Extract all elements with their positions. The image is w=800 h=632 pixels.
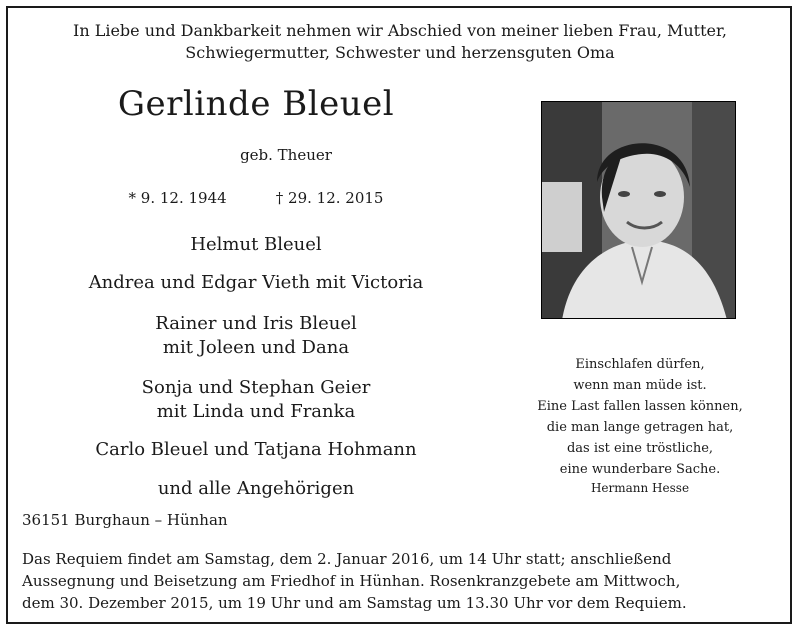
poem-line: die man lange getragen hat, [546,420,734,435]
mourner-line: mit Linda und Franka [156,401,356,422]
mourner-line: Rainer und Iris Bleuel [155,313,357,334]
poem-line: das ist eine tröstliche, [566,441,714,456]
requiem-line: Aussegnung und Beisetzung am Friedhof in Hünhan. Rosenkranzgebete am Mittwoch, [22,572,681,590]
death-date: † 29. 12. 2015 [275,189,384,207]
poem-line: Einschlafen dürfen, [575,357,705,372]
poem-line: eine wunderbare Sache. [559,462,721,477]
requiem-line: Das Requiem findet am Samstag, dem 2. Januar 2016, um 14 Uhr statt; anschließend [22,550,672,568]
birth-date: * 9. 12. 1944 [128,189,227,207]
mourner-line: mit Joleen und Dana [162,337,350,358]
mourner-line: Helmut Bleuel [190,234,322,255]
poem-line: wenn man müde ist. [573,378,707,393]
intro-line-1: In Liebe und Dankbarkeit nehmen wir Abschied von meiner lieben Frau, Mutter, [73,21,727,40]
poem-line: Eine Last fallen lassen können, [537,399,743,414]
place-line: 36151 Burghaun – Hünhan [22,511,228,529]
life-dates [0,188,512,207]
intro-line-2: Schwiegermutter, Schwester und herzensguten Oma [185,43,615,62]
mourner-line: und alle Angehörigen [157,478,355,499]
mourner-line: Carlo Bleuel und Tatjana Hohmann [95,439,417,460]
portrait-image [542,102,736,319]
mourner-line: Sonja und Stephan Geier [141,377,371,398]
mourner-line: Andrea und Edgar Vieth mit Victoria [88,272,424,293]
poem-author: Hermann Hesse [590,481,690,495]
requiem-line: dem 30. Dezember 2015, um 19 Uhr und am Samstag um 13.30 Uhr vor dem Requiem. [22,594,687,612]
born-name: geb. Theuer [240,146,332,164]
deceased-name: Gerlinde Bleuel [117,84,395,124]
portrait-photo [541,101,736,319]
